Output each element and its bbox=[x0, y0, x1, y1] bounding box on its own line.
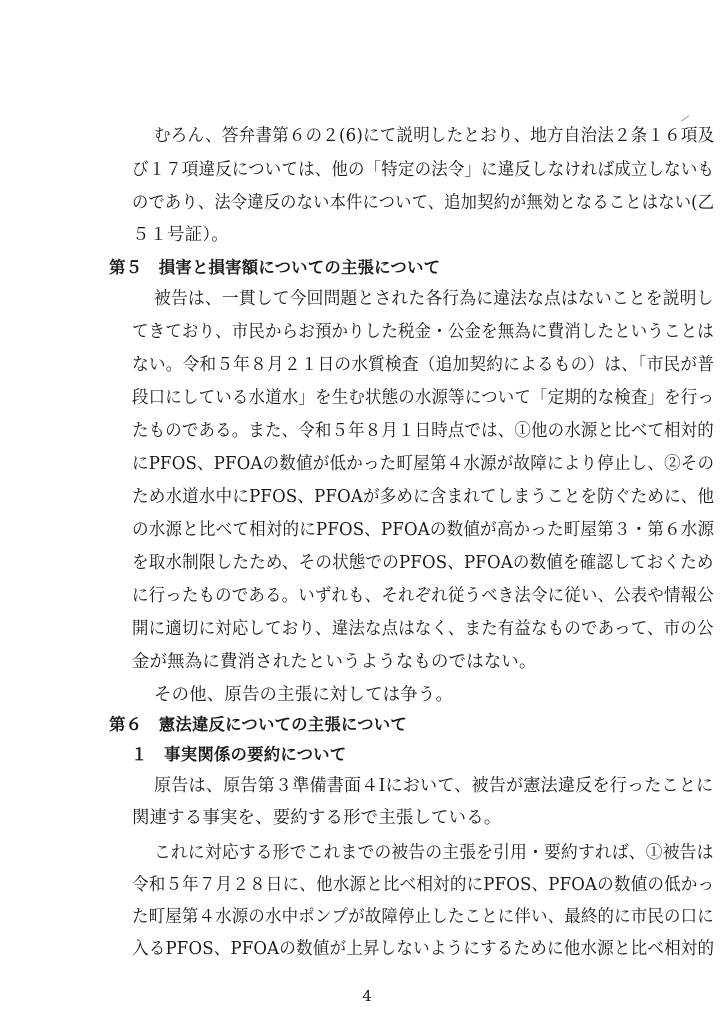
page-number: 4 bbox=[362, 987, 372, 1005]
section-6-subheading-1: １ 事実関係の要約について bbox=[131, 745, 347, 764]
paragraph-2-line-6: にPFOS、PFOAの数値が低かった町屋第４水源が故障により停止し、②その bbox=[132, 454, 715, 474]
paragraph-2-line-12: 金が無為に費消されたというようなものではない。 bbox=[132, 652, 537, 672]
paragraph-3-line-1: その他、原告の主張に対しては争う。 bbox=[154, 685, 454, 705]
paragraph-5-line-4: 入るPFOS、PFOAの数値が上昇しないようにするために他水源と比べ相対的 bbox=[132, 939, 715, 959]
section-5-heading: 第５ 損害と損害額についての主張について bbox=[109, 258, 441, 277]
paragraph-2-line-10: に行ったものである。いずれも、それぞれ従うべき法令に従い、公表や情報公 bbox=[132, 586, 714, 606]
paragraph-1-line-2: び１７項違反については、他の「特定の法令」に違反しなければ成立しないも bbox=[132, 160, 715, 180]
paragraph-2-line-9: を取水制限したため、その状態でのPFOS、PFOAの数値を確認しておくため bbox=[132, 553, 714, 573]
paragraph-2-line-4: 段口にしている水道水」を生む状態の水源等について「定期的な検査」を行っ bbox=[132, 388, 715, 408]
paragraph-2-line-8: の水源と比べて相対的にPFOS、PFOAの数値が高かった町屋第３・第６水源 bbox=[132, 520, 715, 540]
paragraph-2-line-5: たものである。また、令和５年８月１日時点では、①他の水源と比べて相対的 bbox=[132, 421, 714, 441]
paragraph-1-line-1: むろん、答弁書第６の２(6)にて説明したとおり、地方自治法２条１６項及 bbox=[154, 126, 715, 146]
paragraph-1-line-4: ５１号証）。 bbox=[132, 225, 229, 245]
scan-artifact-mark bbox=[681, 115, 690, 122]
paragraph-5-line-2: 令和５年７月２８日に、他水源と比べ相対的にPFOS、PFOAの数値の低かっ bbox=[132, 875, 715, 895]
paragraph-4-line-2: 関連する事実を、要約する形で主張している。 bbox=[132, 808, 502, 828]
paragraph-2-line-11: 開に適切に対応しており、違法な点はなく、また有益なものであって、市の公 bbox=[132, 619, 714, 639]
paragraph-2-line-3: ない。令和５年８月２１日の水質検査（追加契約によるもの）は、「市民が普 bbox=[132, 355, 715, 375]
paragraph-4-line-1: 原告は、原告第３準備書面４Ⅰにおいて、被告が憲法違反を行ったことに bbox=[154, 776, 714, 796]
section-6-heading: 第６ 憲法違反についての主張について bbox=[109, 715, 407, 734]
paragraph-2-line-1: 被告は、一貫して今回問題とされた各行為に違法な点はないことを説明し bbox=[154, 289, 714, 309]
paragraph-5-line-1: これに対応する形でこれまでの被告の主張を引用・要約すれば、①被告は bbox=[154, 843, 714, 863]
paragraph-1-line-3: のであり、法令違反のない本件について、追加契約が無効となることはない(乙 bbox=[132, 193, 715, 213]
paragraph-5-line-3: た町屋第４水源の水中ポンプが故障停止したことに伴い、最終的に市民の口に bbox=[132, 907, 714, 927]
paragraph-2-line-7: ため水道水中にPFOS、PFOAが多めに含まれてしまうことを防ぐために、他 bbox=[132, 487, 715, 507]
paragraph-2-line-2: てきており、市民からお預かりした税金・公金を無為に費消したということは bbox=[132, 322, 714, 342]
